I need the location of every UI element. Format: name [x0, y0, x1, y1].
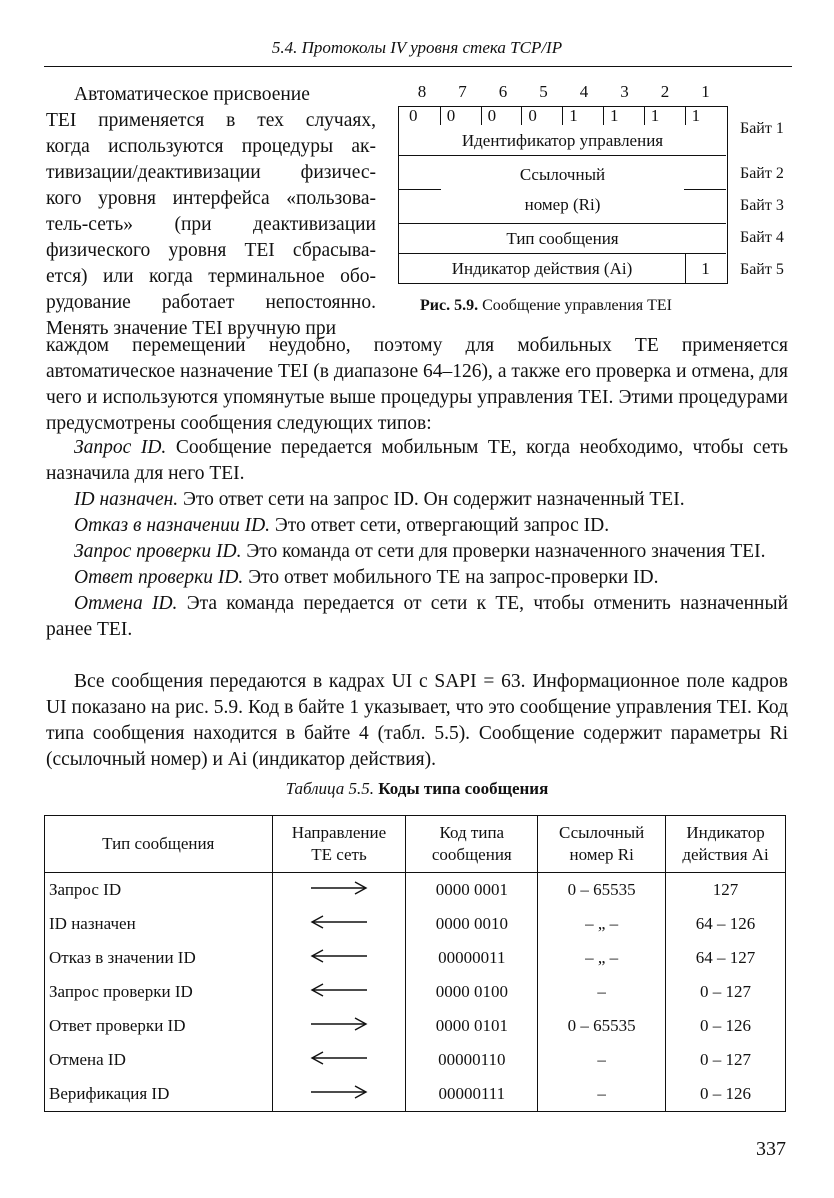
running-header: 5.4. Протоколы IV уровня стека TCP/IP	[271, 38, 563, 57]
table-cell-code: 00000111	[406, 1077, 538, 1112]
table-cell-code: 00000011	[406, 941, 538, 975]
arrow-right-icon	[309, 881, 369, 895]
table-cell-type: Отмена ID	[45, 1043, 273, 1077]
table-caption-number: Таблица 5.5.	[285, 779, 375, 798]
bit-number: 7	[458, 82, 467, 101]
left-text-line: физического уровня TEI сбрасыва-	[46, 240, 376, 261]
message-type-item	[46, 487, 788, 513]
divider	[399, 223, 726, 224]
bit-number: 3	[620, 82, 629, 101]
left-text-line: кого уровня интерфейса «пользова-	[46, 188, 376, 209]
bit-number: 2	[660, 82, 670, 101]
table-row	[45, 1077, 786, 1112]
byte-label-2: Байт 2	[740, 165, 784, 182]
message-codes-table	[44, 815, 786, 1112]
control-identifier-label: Идентификатор управления	[461, 131, 664, 150]
figure-caption-number: Рис. 5.9.	[420, 297, 479, 314]
bit-number: 4	[579, 82, 589, 101]
table-cell-code: 0000 0001	[406, 873, 538, 908]
arrow-left-icon	[309, 983, 369, 997]
table-header-text: Индикатор	[686, 823, 765, 842]
table-header-cell	[45, 816, 273, 873]
divider	[399, 155, 726, 156]
table-header-text: Код типа	[439, 823, 505, 842]
message-types-list	[46, 435, 788, 643]
table-cell-type: Верификация ID	[45, 1077, 273, 1112]
byte1-bit-value: 1	[644, 107, 684, 125]
table-cell-ai: 0 – 127	[666, 975, 786, 1009]
paragraph-1: каждом перемещении неудобно, поэтому для мобильных TE применяется автоматическое назначение TEI (в диапазоне 64–126), а также его проверка и отмена, для чего и используются упомянутые выше процедуры управления TEI. Этими процедурами предусмотрены сообщения следующих типов:	[46, 335, 788, 434]
arrow-left-icon	[309, 915, 369, 929]
byte-label-5: Байт 5	[740, 261, 784, 278]
byte1-bit-value: 1	[685, 107, 725, 125]
header-rule	[44, 66, 792, 67]
left-text-line: тивизации/деактивизации физичес-	[46, 162, 376, 183]
table-cell-code: 0000 0010	[406, 907, 538, 941]
table-cell-direction	[272, 1077, 406, 1112]
byte-label-3: Байт 3	[740, 197, 784, 214]
left-column-text	[46, 82, 376, 342]
left-text-line: ется) или когда терминальное обо-	[46, 266, 376, 287]
table-cell-code: 0000 0100	[406, 975, 538, 1009]
table-cell-ai: 64 – 127	[666, 941, 786, 975]
tei-message-figure	[398, 106, 728, 284]
message-type-item	[46, 435, 788, 487]
left-text-line: TEI применяется в тех случаях,	[46, 110, 376, 131]
left-text-line: тель-сеть» (при деактивизации	[46, 214, 376, 235]
table-cell-direction	[272, 1043, 406, 1077]
bit-number: 6	[498, 82, 508, 101]
table-row	[45, 941, 786, 975]
left-text-line: Автоматическое присвоение	[74, 84, 310, 105]
table-header-text: Направление	[291, 823, 387, 842]
message-type-description: Эта команда передается от сети к TE, чтобы отменить назначенный ранее TEI.	[46, 593, 789, 640]
table-row	[45, 907, 786, 941]
figure-caption-text: Сообщение управления TEI	[478, 297, 673, 314]
message-type-description: Сообщение передается мобильным TE, когда необходимо, чтобы сеть назначила для него TEI.	[46, 437, 788, 484]
message-type-description: Это ответ сети, отвергающий запрос ID.	[270, 515, 610, 536]
table-row	[45, 1043, 786, 1077]
table-cell-ai: 0 – 126	[666, 1009, 786, 1043]
action-indicator-label: Индикатор действия (Ai)	[451, 259, 633, 278]
byte-label-4: Байт 4	[740, 229, 784, 246]
message-type-item	[46, 513, 788, 539]
byte1-bit-value: 1	[562, 107, 602, 125]
table-cell-type: Отказ в значении ID	[45, 941, 273, 975]
table-cell-direction	[272, 1009, 406, 1043]
table-header-cell	[538, 816, 666, 873]
table-cell-type: Запрос проверки ID	[45, 975, 273, 1009]
table-cell-direction	[272, 941, 406, 975]
table-header-text: Ссылочный	[559, 823, 645, 842]
table-cell-ai: 0 – 127	[666, 1043, 786, 1077]
page-number: 337	[756, 1138, 786, 1160]
figure-bit-numbers	[404, 82, 724, 104]
byte-label-1: Байт 1	[740, 120, 784, 137]
table-cell-ri: – „ –	[538, 941, 666, 975]
table-header-cell	[406, 816, 538, 873]
table-cell-type: ID назначен	[45, 907, 273, 941]
table-cell-ai: 127	[666, 873, 786, 908]
message-type-item	[46, 591, 788, 643]
table-cell-ri: 0 – 65535	[538, 873, 666, 908]
byte1-bit-value: 0	[521, 107, 561, 125]
paragraph-2: Все сообщения передаются в кадрах UI с SAPI = 63. Информационное поле кадров UI показано на рис. 5.9. Код в байте 1 указывает, что это сообщение управления TEI. Код типа сообщения находится в байте 4 (табл. 5.5). Сообщение содержит параметры Ri (ссылочный номер) и Ai (индикатор действия).	[46, 671, 788, 770]
bit-number: 1	[701, 82, 710, 101]
byte-divider-right	[684, 189, 726, 190]
table-cell-type: Запрос ID	[45, 873, 273, 908]
arrow-left-icon	[309, 1051, 369, 1065]
table-cell-direction	[272, 975, 406, 1009]
action-indicator-bit: 1	[701, 259, 710, 278]
table-cell-ri: –	[538, 1043, 666, 1077]
byte1-bit-value: 1	[603, 107, 643, 125]
table-cell-ri: 0 – 65535	[538, 1009, 666, 1043]
message-type-term: Запрос проверки ID.	[74, 541, 242, 562]
bit-number: 5	[539, 82, 548, 101]
message-type-description: Это команда от сети для проверки назначенного значения TEI.	[241, 541, 766, 562]
table-cell-ai: 64 – 126	[666, 907, 786, 941]
left-text-line: Менять значение TEI вручную при	[46, 318, 337, 339]
message-type-description: Это ответ мобильного TE на запрос-проверки ID.	[243, 567, 659, 588]
table-header-cell	[666, 816, 786, 873]
byte1-bit-value: 0	[440, 107, 480, 125]
left-text-line: рудование работает непостоянно.	[46, 292, 376, 313]
reference-number-label-2: номер (Ri)	[524, 195, 601, 214]
message-type-label: Тип сообщения	[506, 229, 619, 248]
table-row	[45, 873, 786, 908]
arrow-right-icon	[309, 1017, 369, 1031]
reference-number-label-1: Ссылочный	[519, 165, 606, 184]
divider	[399, 253, 726, 254]
table-row	[45, 1009, 786, 1043]
table-cell-ri: –	[538, 975, 666, 1009]
table-cell-type: Ответ проверки ID	[45, 1009, 273, 1043]
table-cell-direction	[272, 907, 406, 941]
arrow-right-icon	[309, 1085, 369, 1099]
table-cell-code: 00000110	[406, 1043, 538, 1077]
table-cell-ai: 0 – 126	[666, 1077, 786, 1112]
table-cell-ri: –	[538, 1077, 666, 1112]
table-cell-ri: – „ –	[538, 907, 666, 941]
figure-caption	[420, 297, 672, 315]
message-type-item	[46, 565, 788, 591]
table-header-text: TE сеть	[311, 845, 367, 864]
table-header-text: сообщения	[431, 845, 512, 864]
byte1-bit-row	[399, 107, 726, 127]
message-type-term: Ответ проверки ID.	[74, 567, 244, 588]
message-type-description: Это ответ сети на запрос ID. Он содержит назначенный TEI.	[178, 489, 685, 510]
message-type-term: Запрос ID.	[74, 437, 167, 458]
byte1-bit-value: 0	[481, 107, 521, 125]
byte-divider-left	[399, 189, 441, 190]
table-cell-direction	[272, 873, 406, 908]
message-type-term: Отказ в назначении ID.	[74, 515, 271, 536]
table-row	[45, 975, 786, 1009]
arrow-left-icon	[309, 949, 369, 963]
message-type-term: Отмена ID.	[74, 593, 178, 614]
table-header-row	[45, 816, 786, 873]
table-cell-code: 0000 0101	[406, 1009, 538, 1043]
message-type-item	[46, 539, 788, 565]
table-caption-title: Коды типа сообщения	[374, 779, 549, 798]
message-type-term: ID назначен.	[74, 489, 179, 510]
table-header-text: номер Ri	[569, 845, 634, 864]
byte1-bit-value: 0	[409, 106, 418, 125]
table-header-cell	[272, 816, 406, 873]
left-text-line: когда используются процедуры ак-	[46, 136, 376, 157]
table-caption	[0, 779, 834, 799]
table-header-text: действия Ai	[682, 845, 769, 864]
bit-number: 8	[417, 82, 427, 101]
table-header-text: Тип сообщения	[102, 834, 215, 853]
